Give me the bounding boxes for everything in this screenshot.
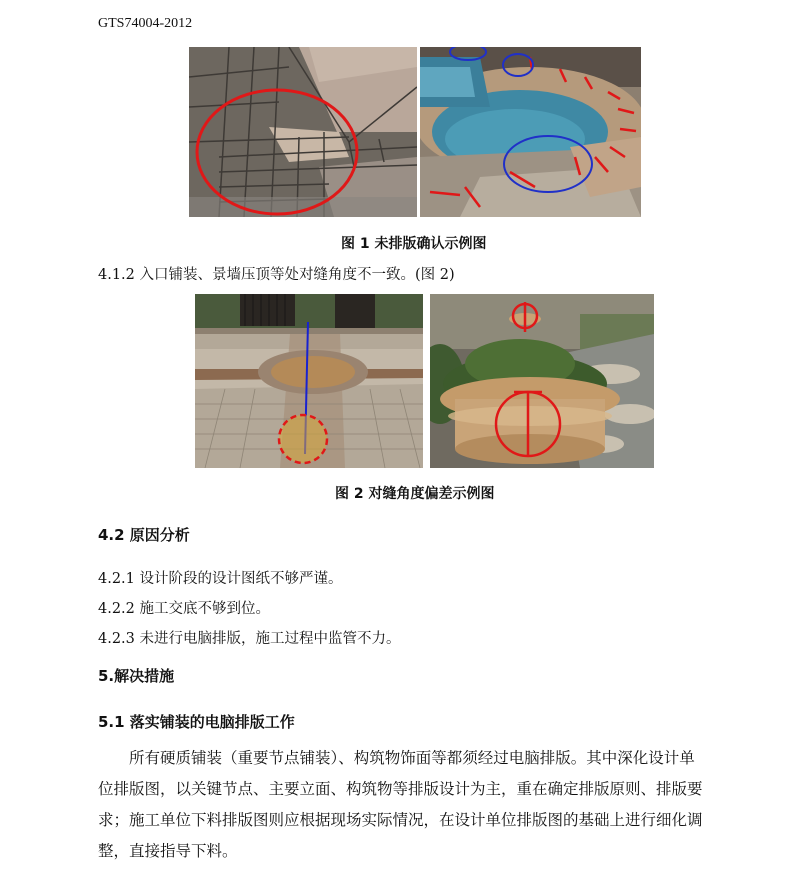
section-4-2-heading: 4.2 原因分析 — [98, 526, 190, 544]
figure2-photo-left — [195, 294, 423, 468]
cause-item: 4.2.1 设计阶段的设计图纸不够严谨。 — [98, 571, 343, 587]
item-4-1-2: 4.1.2 入口铺装、景墙压顶等处对缝角度不一致。(图 2) — [98, 267, 455, 283]
figure1-photo-left — [189, 47, 417, 217]
section-5-1-heading: 5.1 落实铺装的电脑排版工作 — [98, 713, 295, 731]
section-5-1-paragraph — [98, 743, 738, 867]
document-code: GTS74004-2012 — [98, 16, 193, 31]
paragraph-line: 整，直接指导下料。 — [98, 842, 238, 860]
cause-item: 4.2.2 施工交底不够到位。 — [98, 601, 271, 617]
paragraph-line: 所有硬质铺装（重要节点铺装）、构筑物饰面等都须经过电脑排版。其中深化设计单 — [129, 749, 695, 767]
section-5-heading: 5.解决措施 — [98, 667, 175, 685]
paragraph-line: 位排版图，以关键节点、主要立面、构筑物等排版设计为主，重在确定排版原则、排版要 — [98, 780, 703, 798]
figure2-photo-right — [430, 294, 654, 468]
figure1-caption: 图 1 未排版确认示例图 — [341, 236, 487, 252]
figure1-photo-right — [420, 47, 641, 217]
paragraph-line: 求；施工单位下料排版图则应根据现场实际情况，在设计单位排版图的基础上进行细化调 — [98, 811, 703, 829]
figure2-caption: 图 2 对缝角度偏差示例图 — [335, 486, 495, 502]
cause-item: 4.2.3 未进行电脑排版，施工过程中监管不力。 — [98, 631, 401, 647]
